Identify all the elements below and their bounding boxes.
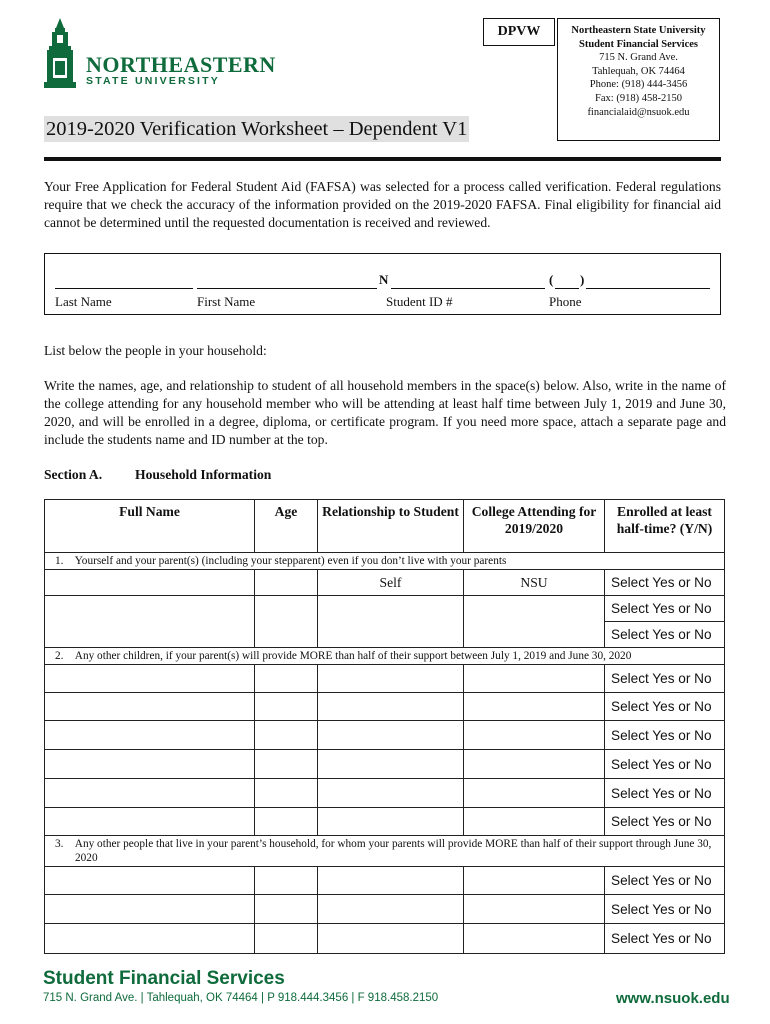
college-cell[interactable] <box>464 808 605 836</box>
college-cell[interactable] <box>464 721 605 750</box>
group-1-label: 1. Yourself and your parent(s) (including your stepparent) even if you don’t live with your parents <box>45 553 725 570</box>
header-enrolled: Enrolled at least half-time? (Y/N) <box>605 500 725 553</box>
footer-address: 715 N. Grand Ave. | Tahlequah, OK 74464 | P 918.444.3456 | F 918.458.2150 <box>43 992 439 1004</box>
table-row <box>45 924 725 954</box>
enrolled-select[interactable]: Select Yes or No <box>605 596 725 622</box>
name-cell[interactable] <box>45 808 255 836</box>
form-code-box: DPVW <box>483 18 555 46</box>
household-instructions: Write the names, age, and relationship to student of all household members in the space(s) below. Also, write in the name of the college attending for any household member who will be attending at least half time between July 1, 2019 and June 30, 2020, and will be enrolled in a degree, diploma, or certificate program. If you need more space, attach a separate page and include the students name and ID number at the top. <box>44 378 726 447</box>
enrolled-select[interactable]: Select Yes or No <box>605 895 725 924</box>
header-age: Age <box>255 500 318 553</box>
age-cell[interactable] <box>255 867 318 895</box>
relationship-cell[interactable] <box>318 867 464 895</box>
name-cell[interactable] <box>45 867 255 895</box>
office-fax: Fax: (918) 458-2150 <box>595 92 682 104</box>
age-cell[interactable] <box>255 596 318 648</box>
footer-website-link[interactable]: www.nsuok.edu <box>616 990 730 1007</box>
relationship-cell[interactable] <box>318 750 464 779</box>
enrolled-select[interactable]: Select Yes or No <box>605 808 725 836</box>
enrolled-select[interactable]: Select Yes or No <box>605 779 725 808</box>
relationship-cell[interactable] <box>318 808 464 836</box>
college-cell[interactable] <box>464 924 605 954</box>
age-cell[interactable] <box>255 665 318 693</box>
name-cell[interactable] <box>45 779 255 808</box>
table-row <box>45 750 725 779</box>
student-id-label: Student ID # <box>386 294 453 309</box>
name-cell[interactable] <box>45 750 255 779</box>
enrolled-select[interactable]: Select Yes or No <box>605 570 725 596</box>
phone-area-code-field[interactable] <box>555 278 579 289</box>
enrolled-select[interactable]: Select Yes or No <box>605 867 725 895</box>
name-cell[interactable] <box>45 596 255 648</box>
table-row <box>45 570 725 596</box>
first-name-field[interactable] <box>197 278 377 289</box>
table-row <box>45 895 725 924</box>
enrolled-select[interactable]: Select Yes or No <box>605 924 725 954</box>
age-cell[interactable] <box>255 808 318 836</box>
table-row <box>45 779 725 808</box>
header-college: College Attending for 2019/2020 <box>464 500 605 553</box>
college-cell[interactable]: NSU <box>464 570 605 596</box>
age-cell[interactable] <box>255 750 318 779</box>
name-cell[interactable] <box>45 570 255 596</box>
college-cell[interactable] <box>464 867 605 895</box>
office-city: Tahlequah, OK 74464 <box>592 65 685 77</box>
age-cell[interactable] <box>255 895 318 924</box>
phone-paren-close: ) <box>580 272 585 287</box>
college-cell[interactable] <box>464 895 605 924</box>
age-cell[interactable] <box>255 924 318 954</box>
phone-paren-open: ( <box>549 272 554 287</box>
office-contact-box <box>557 18 720 141</box>
age-cell[interactable] <box>255 693 318 721</box>
header-full-name: Full Name <box>45 500 255 553</box>
office-dept: Student Financial Services <box>578 38 698 50</box>
student-id-prefix: N <box>379 272 389 287</box>
name-cell[interactable] <box>45 693 255 721</box>
name-cell[interactable] <box>45 895 255 924</box>
intro-paragraph: Your Free Application for Federal Student Aid (FAFSA) was selected for a process called verification. Federal regulations require that we check the accuracy of the information provided on the 2019-2020 FAFSA. Final eligibility for financial aid cannot be determined until the requested documentation is received and reviewed. <box>44 179 721 230</box>
phone-field[interactable] <box>586 278 710 289</box>
table-row <box>45 867 725 895</box>
phone-label: Phone <box>549 294 582 309</box>
group-2-label: 2. Any other children, if your parent(s) will provide MORE than half of their support between July 1, 2019 and June 30, 2020 <box>45 648 725 665</box>
logo-wordmark: NORTHEASTERN <box>86 52 276 77</box>
household-table <box>44 499 724 954</box>
section-title: Household Information <box>135 467 272 482</box>
enrolled-select[interactable]: Select Yes or No <box>605 693 725 721</box>
name-cell[interactable] <box>45 665 255 693</box>
table-row <box>45 596 725 622</box>
relationship-cell[interactable] <box>318 596 464 648</box>
group-3-label: 3. Any other people that live in your parent’s household, for whom your parents will provide MORE than half of their support through June 30, 2020 <box>45 836 725 867</box>
relationship-cell[interactable] <box>318 693 464 721</box>
logo-subtitle: STATE UNIVERSITY <box>86 75 220 87</box>
section-label: Section A. <box>44 467 103 482</box>
page-title: 2019-2020 Verification Worksheet – Dependent V1 <box>46 118 468 140</box>
student-id-field[interactable] <box>391 278 545 289</box>
enrolled-select[interactable]: Select Yes or No <box>605 622 725 648</box>
header-relationship: Relationship to Student <box>318 500 464 553</box>
enrolled-select[interactable]: Select Yes or No <box>605 665 725 693</box>
last-name-label: Last Name <box>55 294 112 309</box>
college-cell[interactable] <box>464 779 605 808</box>
table-row <box>45 665 725 693</box>
first-name-label: First Name <box>197 294 256 309</box>
relationship-cell[interactable] <box>318 779 464 808</box>
student-info-box <box>44 253 721 315</box>
enrolled-select[interactable]: Select Yes or No <box>605 750 725 779</box>
household-intro: List below the people in your household: <box>44 343 267 358</box>
table-row <box>45 721 725 750</box>
relationship-cell[interactable]: Self <box>318 570 464 596</box>
enrolled-select[interactable]: Select Yes or No <box>605 721 725 750</box>
last-name-field[interactable] <box>55 278 193 289</box>
college-cell[interactable] <box>464 596 605 648</box>
office-phone: Phone: (918) 444-3456 <box>589 79 688 91</box>
age-cell[interactable] <box>255 570 318 596</box>
age-cell[interactable] <box>255 721 318 750</box>
relationship-cell[interactable] <box>318 721 464 750</box>
name-cell[interactable] <box>45 721 255 750</box>
table-row <box>45 693 725 721</box>
name-cell[interactable] <box>45 924 255 954</box>
college-cell[interactable] <box>464 693 605 721</box>
footer-title: Student Financial Services <box>43 968 285 989</box>
table-row <box>45 808 725 836</box>
college-cell[interactable] <box>464 750 605 779</box>
office-email: financialaid@nsuok.edu <box>587 106 690 118</box>
relationship-cell[interactable] <box>318 895 464 924</box>
office-name: Northeastern State University <box>571 25 706 36</box>
office-street: 715 N. Grand Ave. <box>599 52 678 64</box>
relationship-cell[interactable] <box>318 665 464 693</box>
university-tower-logo-icon <box>44 18 76 88</box>
college-cell[interactable] <box>464 665 605 693</box>
title-divider <box>44 157 721 161</box>
age-cell[interactable] <box>255 779 318 808</box>
relationship-cell[interactable] <box>318 924 464 954</box>
